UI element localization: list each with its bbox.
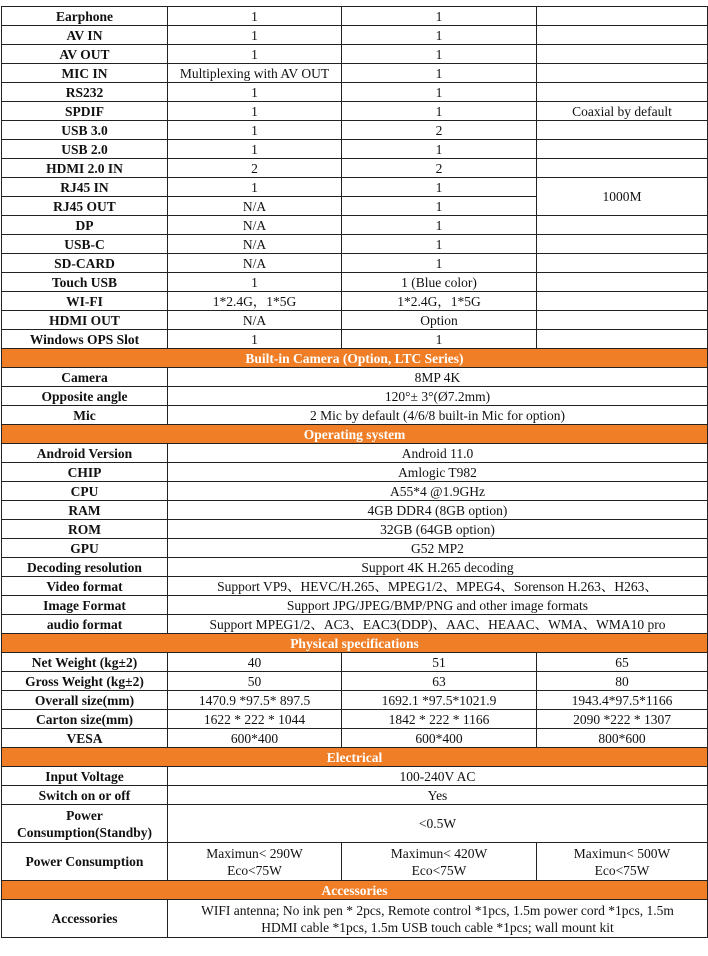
physical-section-header-title: Physical specifications [2, 634, 708, 653]
row-label: MIC IN [2, 64, 168, 83]
accessories-value-line-2: HDMI cable *1pcs, 1.5m USB touch cable *1pcs; wall mount kit [261, 919, 614, 935]
port-value-2: 2 [342, 159, 537, 178]
os-row [2, 501, 708, 520]
physical-value-1: 600*400 [168, 729, 342, 748]
row-label: DP [2, 216, 168, 235]
port-value-2: 1 [342, 330, 537, 349]
port-value-1: 1 [168, 178, 342, 197]
port-row [2, 178, 708, 197]
os-row [2, 444, 708, 463]
port-value-1: 1 [168, 102, 342, 121]
port-value-2: 1*2.4G，1*5G [342, 292, 537, 311]
port-row [2, 121, 708, 140]
port-note-empty [537, 64, 708, 83]
physical-value-2: 1842 * 222 * 1166 [342, 710, 537, 729]
camera-row [2, 368, 708, 387]
electrical-row [2, 843, 708, 881]
row-label: RS232 [2, 83, 168, 102]
row-value: 120°± 3°(Ø7.2mm) [168, 387, 708, 406]
port-value-1: 1 [168, 45, 342, 64]
port-value-1: N/A [168, 197, 342, 216]
camera-row [2, 387, 708, 406]
port-value-2: 1 [342, 178, 537, 197]
power-value-2 [342, 843, 537, 881]
port-value-1: N/A [168, 254, 342, 273]
os-row [2, 615, 708, 634]
port-value-2: 1 [342, 7, 537, 26]
electrical-row [2, 786, 708, 805]
row-label: VESA [2, 729, 168, 748]
port-note-empty [537, 311, 708, 330]
row-label: ROM [2, 520, 168, 539]
os-row [2, 482, 708, 501]
power-value-2-line-2: Eco<75W [411, 862, 467, 878]
port-value-2: 1 [342, 254, 537, 273]
row-label: Switch on or off [2, 786, 168, 805]
electrical-row [2, 805, 708, 843]
accessories-section-header-title: Accessories [2, 881, 708, 900]
port-row [2, 235, 708, 254]
row-value: Support JPG/JPEG/BMP/PNG and other image formats [168, 596, 708, 615]
camera-section-header [2, 349, 708, 368]
row-label: Power Consumption [2, 843, 168, 881]
row-label: SPDIF [2, 102, 168, 121]
port-value-1: 1 [168, 330, 342, 349]
row-label: AV IN [2, 26, 168, 45]
port-note-empty [537, 216, 708, 235]
physical-row [2, 653, 708, 672]
port-note-empty [537, 26, 708, 45]
row-label: WI-FI [2, 292, 168, 311]
row-label: Video format [2, 577, 168, 596]
row-label: Overall size(mm) [2, 691, 168, 710]
port-row [2, 7, 708, 26]
accessories-value-line-1: WIFI antenna; No ink pen * 2pcs, Remote control *1pcs, 1.5m power cord *1pcs, 1.5m [201, 902, 674, 918]
port-note-empty [537, 330, 708, 349]
power-value-1 [168, 843, 342, 881]
row-label: Accessories [2, 900, 168, 938]
port-note-empty [537, 273, 708, 292]
port-value-2: 1 [342, 26, 537, 45]
port-value-1: 1 [168, 7, 342, 26]
row-value: 100-240V AC [168, 767, 708, 786]
physical-value-3: 65 [537, 653, 708, 672]
port-note-empty [537, 83, 708, 102]
row-value: Amlogic T982 [168, 463, 708, 482]
port-value-2: 1 [342, 83, 537, 102]
physical-row [2, 691, 708, 710]
physical-row [2, 672, 708, 691]
row-label: Android Version [2, 444, 168, 463]
port-value-1: 1*2.4G，1*5G [168, 292, 342, 311]
row-value: A55*4 @1.9GHz [168, 482, 708, 501]
port-note-empty [537, 254, 708, 273]
port-row [2, 64, 708, 83]
row-label: RJ45 OUT [2, 197, 168, 216]
row-label: CHIP [2, 463, 168, 482]
row-label: RAM [2, 501, 168, 520]
port-value-2: Option [342, 311, 537, 330]
port-value-1: N/A [168, 216, 342, 235]
physical-value-1: 1470.9 *97.5* 897.5 [168, 691, 342, 710]
spec-table [1, 6, 708, 938]
port-note-empty [537, 140, 708, 159]
port-row [2, 292, 708, 311]
port-value-1: 1 [168, 26, 342, 45]
power-value-3 [537, 843, 708, 881]
power-value-2-line-1: Maximun< 420W [390, 845, 488, 861]
row-label: Net Weight (kg±2) [2, 653, 168, 672]
row-label: USB-C [2, 235, 168, 254]
port-row [2, 216, 708, 235]
physical-value-1: 1622 * 222 * 1044 [168, 710, 342, 729]
row-label: RJ45 IN [2, 178, 168, 197]
port-row [2, 159, 708, 178]
electrical-section-header-title: Electrical [2, 748, 708, 767]
physical-section-header [2, 634, 708, 653]
row-value: 4GB DDR4 (8GB option) [168, 501, 708, 520]
port-row [2, 254, 708, 273]
os-row [2, 463, 708, 482]
row-label: Touch USB [2, 273, 168, 292]
os-row [2, 577, 708, 596]
port-value-1: Multiplexing with AV OUT [168, 64, 342, 83]
row-value: Support 4K H.265 decoding [168, 558, 708, 577]
row-label: Opposite angle [2, 387, 168, 406]
power-value-1-line-1: Maximun< 290W [206, 845, 303, 861]
row-label: Carton size(mm) [2, 710, 168, 729]
spec-table-body [2, 7, 708, 938]
row-label: Windows OPS Slot [2, 330, 168, 349]
port-value-1: 1 [168, 140, 342, 159]
port-note-empty [537, 45, 708, 64]
port-row [2, 311, 708, 330]
physical-value-2: 600*400 [342, 729, 537, 748]
port-value-1: 1 [168, 121, 342, 140]
physical-value-3: 1943.4*97.5*1166 [537, 691, 708, 710]
port-note-empty [537, 292, 708, 311]
row-value: 8MP 4K [168, 368, 708, 387]
row-value: 2 Mic by default (4/6/8 built-in Mic for option) [168, 406, 708, 425]
port-row [2, 330, 708, 349]
port-value-1: N/A [168, 311, 342, 330]
port-row [2, 45, 708, 64]
row-label: HDMI 2.0 IN [2, 159, 168, 178]
electrical-row [2, 767, 708, 786]
row-value: Support MPEG1/2、AC3、EAC3(DDP)、AAC、HEAAC、WMA、WMA10 pro [168, 615, 708, 634]
row-label: Gross Weight (kg±2) [2, 672, 168, 691]
row-label: SD-CARD [2, 254, 168, 273]
port-value-2: 1 [342, 45, 537, 64]
port-value-2: 1 [342, 197, 537, 216]
port-value-2: 1 [342, 102, 537, 121]
row-value: Support VP9、HEVC/H.265、MPEG1/2、MPEG4、Sorenson H.263、H263、 [168, 577, 708, 596]
row-value: Yes [168, 786, 708, 805]
port-value-1: 1 [168, 273, 342, 292]
physical-row [2, 729, 708, 748]
physical-value-2: 63 [342, 672, 537, 691]
os-row [2, 539, 708, 558]
port-row [2, 273, 708, 292]
physical-value-2: 1692.1 *97.5*1021.9 [342, 691, 537, 710]
port-note-empty [537, 7, 708, 26]
power-value-3-line-1: Maximun< 500W [573, 845, 671, 861]
row-label: HDMI OUT [2, 311, 168, 330]
physical-value-1: 40 [168, 653, 342, 672]
row-label: Input Voltage [2, 767, 168, 786]
port-value-2: 1 (Blue color) [342, 273, 537, 292]
camera-row [2, 406, 708, 425]
row-label: Camera [2, 368, 168, 387]
os-row [2, 596, 708, 615]
port-row [2, 26, 708, 45]
port-value-2: 2 [342, 121, 537, 140]
row-label: Earphone [2, 7, 168, 26]
row-label: CPU [2, 482, 168, 501]
row-value: <0.5W [168, 805, 708, 843]
accessories-value [168, 900, 708, 938]
row-label: GPU [2, 539, 168, 558]
row-label: Decoding resolution [2, 558, 168, 577]
port-value-1: N/A [168, 235, 342, 254]
power-value-3-line-2: Eco<75W [594, 862, 650, 878]
electrical-section-header [2, 748, 708, 767]
os-row [2, 558, 708, 577]
port-value-2: 1 [342, 64, 537, 83]
physical-value-1: 50 [168, 672, 342, 691]
row-value: 32GB (64GB option) [168, 520, 708, 539]
port-note-empty [537, 121, 708, 140]
row-label: audio format [2, 615, 168, 634]
row-label: Mic [2, 406, 168, 425]
row-label: Image Format [2, 596, 168, 615]
physical-value-2: 51 [342, 653, 537, 672]
os-section-header-title: Operating system [2, 425, 708, 444]
port-note-empty [537, 235, 708, 254]
port-value-1: 1 [168, 83, 342, 102]
row-label: USB 2.0 [2, 140, 168, 159]
os-section-header [2, 425, 708, 444]
power-value-1-line-2: Eco<75W [227, 862, 282, 878]
camera-section-header-title: Built-in Camera (Option, LTC Series) [2, 349, 708, 368]
port-value-2: 1 [342, 216, 537, 235]
row-value: G52 MP2 [168, 539, 708, 558]
port-row [2, 140, 708, 159]
accessories-row [2, 900, 708, 938]
physical-value-3: 2090 *222 * 1307 [537, 710, 708, 729]
port-value-1: 2 [168, 159, 342, 178]
row-value: Android 11.0 [168, 444, 708, 463]
spdif-note: Coaxial by default [537, 102, 708, 121]
physical-row [2, 710, 708, 729]
physical-value-3: 800*600 [537, 729, 708, 748]
port-value-2: 1 [342, 140, 537, 159]
port-row [2, 102, 708, 121]
port-note-empty [537, 159, 708, 178]
physical-value-3: 80 [537, 672, 708, 691]
row-label: USB 3.0 [2, 121, 168, 140]
port-value-2: 1 [342, 235, 537, 254]
port-row [2, 83, 708, 102]
accessories-section-header [2, 881, 708, 900]
os-row [2, 520, 708, 539]
rj45-note: 1000M [537, 178, 708, 216]
row-label: AV OUT [2, 45, 168, 64]
row-label: Power Consumption(Standby) [2, 805, 168, 843]
